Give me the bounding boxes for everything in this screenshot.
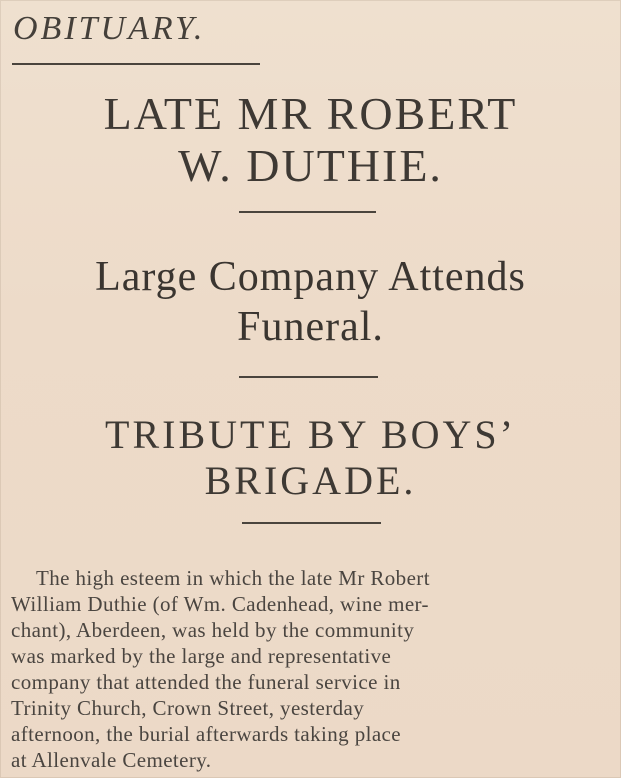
headline xyxy=(0,88,621,192)
subheadline-funeral-line-1: Large Company Attends xyxy=(95,254,526,300)
body-line: afternoon, the burial afterwards taking place xyxy=(11,722,402,746)
body-line: company that attended the funeral service in xyxy=(11,670,401,694)
article-body xyxy=(11,565,617,773)
headline-line-2: W. DUTHIE. xyxy=(178,140,443,191)
subheadline-tribute xyxy=(0,412,621,504)
body-line: William Duthie (of Wm. Cadenhead, wine mer- xyxy=(11,592,429,616)
subheadline-tribute-line-2: BRIGADE. xyxy=(204,458,417,503)
body-line: chant), Aberdeen, was held by the community xyxy=(11,618,415,642)
subheadline-funeral xyxy=(0,252,621,352)
subheadline-tribute-line-1: TRIBUTE BY BOYS’ xyxy=(105,412,516,457)
section-label-underline xyxy=(12,63,260,65)
section-label: OBITUARY. xyxy=(13,10,206,47)
body-line: Trinity Church, Crown Street, yesterday xyxy=(11,696,365,720)
divider-rule xyxy=(239,211,376,213)
headline-line-1: LATE MR ROBERT xyxy=(103,88,518,139)
divider-rule xyxy=(239,376,378,378)
body-line: The high esteem in which the late Mr Robert xyxy=(36,566,430,590)
body-line: at Allenvale Cemetery. xyxy=(11,748,212,772)
body-line: was marked by the large and representative xyxy=(11,644,392,668)
subheadline-funeral-line-2: Funeral. xyxy=(237,304,384,350)
divider-rule xyxy=(242,522,381,524)
